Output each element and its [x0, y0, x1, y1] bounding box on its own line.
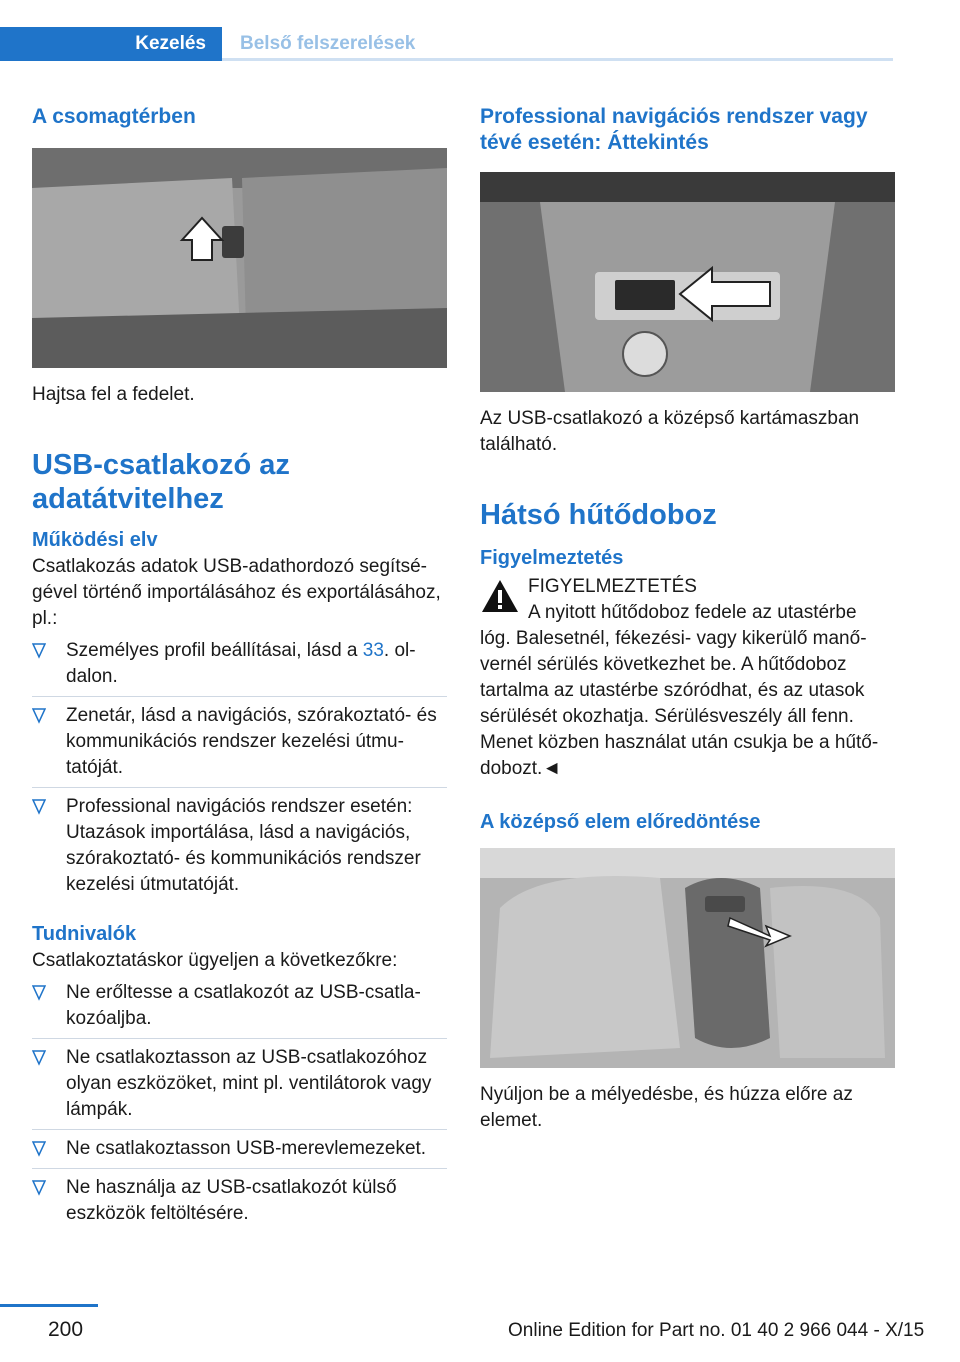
- triangle-bullet-icon: [32, 1179, 46, 1197]
- list-item: Személyes profil beállításai, lásd a 33. oldalon.: [32, 638, 447, 690]
- triangle-bullet-icon: [32, 642, 46, 660]
- rear-seat-caption: Nyúljon be a mélyedésbe, és húzza előre az elemet.: [480, 1084, 853, 1131]
- triangle-bullet-icon: [32, 798, 46, 816]
- notes-text: Csatlakoztatáskor ügyeljen a következőkre:: [32, 950, 398, 971]
- rear-seat-photo: [480, 848, 895, 1068]
- subtitle-principle: Működési elv: [32, 529, 158, 551]
- left-column: [32, 100, 447, 1227]
- subtitle-notes: Tudnivalók: [32, 923, 137, 945]
- header-tab-active[interactable]: Kezelés: [0, 27, 222, 61]
- list-item: Ne erőltesse a csatlakozót az USB-csatlakozóaljba.: [32, 980, 447, 1032]
- list-divider: [32, 696, 447, 697]
- principle-text: Csatlakozás adatok USB-adathordozó segítségével történő importálásához és exportálásához, pl.:: [32, 556, 441, 629]
- header-tab-inactive[interactable]: Belső felszerelések: [240, 33, 416, 54]
- list-divider: [32, 1168, 447, 1169]
- principle-list: [32, 638, 447, 898]
- section-title-usb: USB-csatlakozó az adatátvitelhez: [32, 449, 290, 515]
- warning-text: lóg. Balesetnél, fékezési- vagy kikerülő manővernél sérülés következhet be. A hűtődoboz tartalma az utastérbe szóródhat, és az utasok sérülését okozhatja. Sérülésveszély áll fenn. Menet közben használat után csukja be a hűtődobozt.◄: [480, 628, 879, 779]
- warning-label: FIGYELMEZTETÉS: [528, 576, 697, 597]
- section-title-trunk: A csomagtérben: [32, 105, 196, 128]
- header-divider: [222, 58, 893, 61]
- subtitle-center-element: A középső elem előredöntése: [480, 811, 761, 833]
- notes-list: [32, 980, 447, 1227]
- triangle-bullet-icon: [32, 1049, 46, 1067]
- center-console-caption: Az USB-csatlakozó a középső kartámaszban található.: [480, 408, 860, 455]
- warning-first-line: A nyitott hűtődoboz fedele az utastérbe: [528, 602, 857, 623]
- triangle-bullet-icon: [32, 1140, 46, 1158]
- page-header: [0, 27, 893, 61]
- warning-block: [480, 574, 895, 626]
- footer-accent-line: [0, 1304, 98, 1307]
- list-item: Professional navigációs rendszer esetén: Utazások importálása, lásd a navigációs, szórakoztató- és kommunikációs rendszer kezelési útmutatóját.: [32, 794, 447, 898]
- edition-note: Online Edition for Part no. 01 40 2 966 044 - X/15: [508, 1320, 925, 1341]
- list-item: Zenetár, lásd a navigációs, szórakoztató- és kommunikációs rendszer kezelési útmutatóját.: [32, 703, 447, 781]
- list-item: Ne csatlakoztasson az USB-csatlakozóhoz olyan eszközöket, mint pl. ventilátorok vagy lámpák.: [32, 1045, 447, 1123]
- trunk-caption: Hajtsa fel a fedelet.: [32, 384, 195, 405]
- trunk-photo: [32, 148, 447, 368]
- triangle-bullet-icon: [32, 707, 46, 725]
- center-console-photo: [480, 172, 895, 392]
- page-number: 200: [48, 1318, 84, 1341]
- list-divider: [32, 1038, 447, 1039]
- subtitle-warning: Figyelmeztetés: [480, 547, 624, 569]
- right-column: [480, 100, 895, 1134]
- list-divider: [32, 1129, 447, 1130]
- section-title-cooler: Hátsó hűtődoboz: [480, 499, 717, 531]
- section-title-professional: Professional navigációs rendszer vagy tévé esetén: Áttekintés: [480, 105, 868, 154]
- triangle-bullet-icon: [32, 984, 46, 1002]
- list-item: Ne csatlakoztasson USB-merevlemezeket.: [32, 1136, 447, 1162]
- list-divider: [32, 787, 447, 788]
- warning-icon: [480, 578, 520, 614]
- page-link-33[interactable]: 33: [362, 640, 384, 661]
- list-item: Ne használja az USB-csatlakozót külső eszközök feltöltésére.: [32, 1175, 447, 1227]
